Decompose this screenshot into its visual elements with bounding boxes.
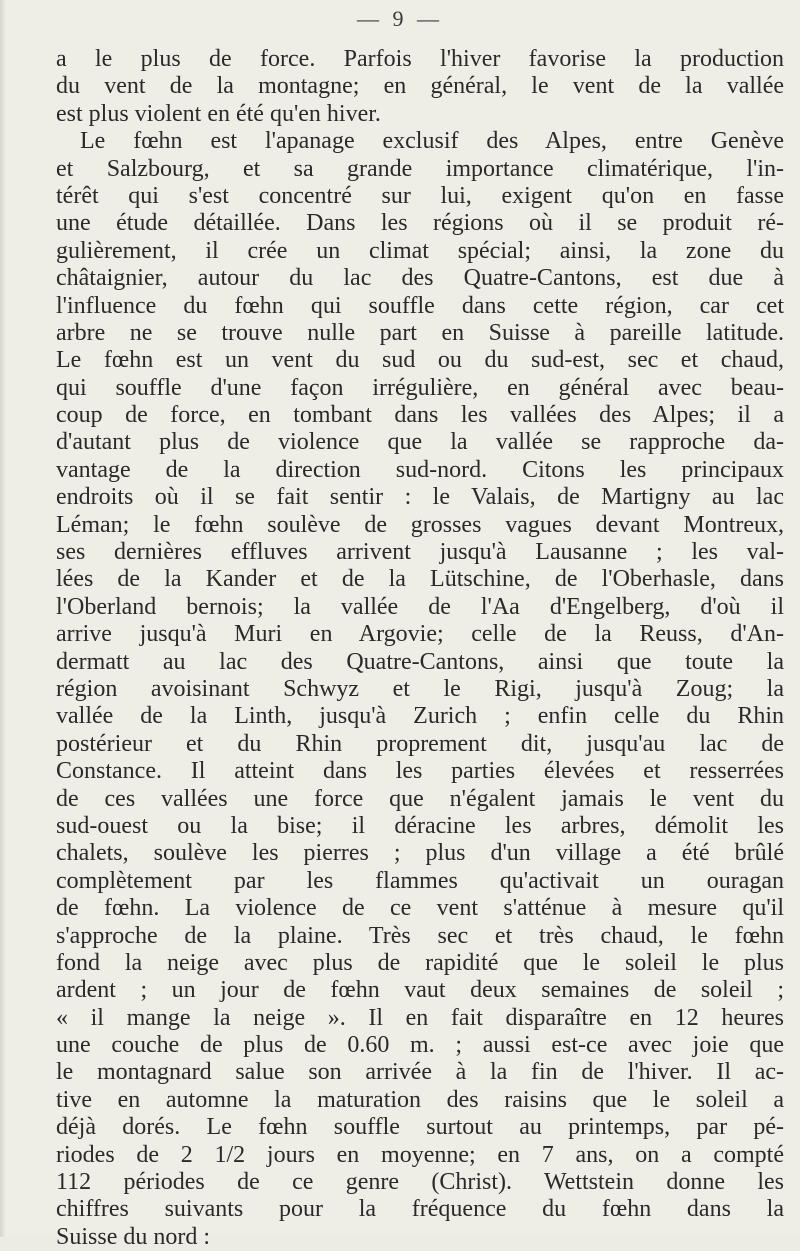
text-line: sud-ouest ou la bise; il déracine les arbres, démolit les (56, 812, 784, 839)
text-line: postérieur et du Rhin proprement dit, jusqu'au lac de (56, 730, 784, 757)
text-line: l'Oberland bernois; la vallée de l'Aa d'Engelberg, d'où il (56, 593, 784, 620)
text-line: riodes de 2 1/2 jours en moyenne; en 7 ans, on a compté (56, 1141, 784, 1168)
text-line: du vent de la montagne; en général, le vent de la vallée (56, 73, 784, 100)
text-line: arbre ne se trouve nulle part en Suisse à pareille latitude. (56, 319, 784, 346)
text-line: Le fœhn est l'apanage exclusif des Alpes, entre Genève (80, 128, 784, 155)
body-text (56, 46, 784, 1251)
text-line: dermatt au lac des Quatre-Cantons, ainsi que toute la (56, 648, 784, 675)
text-line: ardent ; un jour de fœhn vaut deux semaines de soleil ; (56, 977, 784, 1004)
text-line: déjà dorés. Le fœhn souffle surtout au printemps, par pé- (56, 1114, 784, 1141)
page-edge-shadow (0, 0, 6, 1237)
text-line: le montagnard salue son arrivée à la fin de l'hiver. Il ac- (56, 1059, 784, 1086)
text-line: fond la neige avec plus de rapidité que le soleil le plus (56, 949, 784, 976)
text-line: Suisse du nord : (56, 1223, 211, 1250)
text-line: gulièrement, il crée un climat spécial; ainsi, la zone du (56, 237, 784, 264)
text-line: Le fœhn est un vent du sud ou du sud-est, sec et chaud, (56, 347, 784, 374)
text-line: l'influence du fœhn qui souffle dans cette région, car cet (56, 292, 784, 319)
text-line: endroits où il se fait sentir : le Valais, de Martigny au lac (56, 484, 784, 511)
text-line: coup de force, en tombant dans les vallées des Alpes; il a (56, 402, 784, 429)
text-line: d'autant plus de violence que la vallée se rapproche da- (56, 429, 784, 456)
text-line: et Salzbourg, et sa grande importance climatérique, l'in- (56, 155, 784, 182)
text-line: ses dernières effluves arrivent jusqu'à Lausanne ; les val- (56, 539, 784, 566)
text-line: arrive jusqu'à Muri en Argovie; celle de la Reuss, d'An- (56, 621, 784, 648)
text-line: de fœhn. La violence de ce vent s'atténue à mesure qu'il (56, 895, 784, 922)
text-line: région avoisinant Schwyz et le Rigi, jusqu'à Zoug; la (56, 675, 784, 702)
page-number: — 9 — (357, 6, 443, 31)
text-line: vallée de la Linth, jusqu'à Zurich ; enfin celle du Rhin (56, 703, 784, 730)
text-line: 112 périodes de ce genre (Christ). Wettstein donne les (56, 1169, 784, 1196)
text-line: lées de la Kander et de la Lütschine, de l'Oberhasle, dans (56, 566, 784, 593)
text-line: châtaignier, autour du lac des Quatre-Cantons, est due à (56, 265, 784, 292)
text-line: Léman; le fœhn soulève de grosses vagues devant Montreux, (56, 511, 784, 538)
text-line: une couche de plus de 0.60 m. ; aussi est-ce avec joie que (56, 1032, 784, 1059)
text-line: térêt qui s'est concentré sur lui, exigent qu'on en fasse (56, 182, 784, 209)
text-line: tive en automne la maturation des raisins que le soleil a (56, 1086, 784, 1113)
text-line: une étude détaillée. Dans les régions où il se produit ré- (56, 210, 784, 237)
text-line: chiffres suivants pour la fréquence du fœhn dans la (56, 1196, 784, 1223)
text-line: complètement par les flammes qu'activait un ouragan (56, 867, 784, 894)
text-line: « il mange la neige ». Il en fait disparaître en 12 heures (56, 1004, 784, 1031)
text-line: vantage de la direction sud-nord. Citons les principaux (56, 456, 784, 483)
text-line: s'approche de la plaine. Très sec et très chaud, le fœhn (56, 922, 784, 949)
text-line: Constance. Il atteint dans les parties élevées et resserrées (56, 758, 784, 785)
text-line: a le plus de force. Parfois l'hiver favorise la production (56, 46, 784, 72)
text-line: qui souffle d'une façon irrégulière, en général avec beau- (56, 374, 784, 401)
text-line: de ces vallées une force que n'égalent jamais le vent du (56, 785, 784, 812)
text-line: est plus violent en été qu'en hiver. (56, 100, 381, 127)
text-line: chalets, soulève les pierres ; plus d'un village a été brûlé (56, 840, 784, 867)
